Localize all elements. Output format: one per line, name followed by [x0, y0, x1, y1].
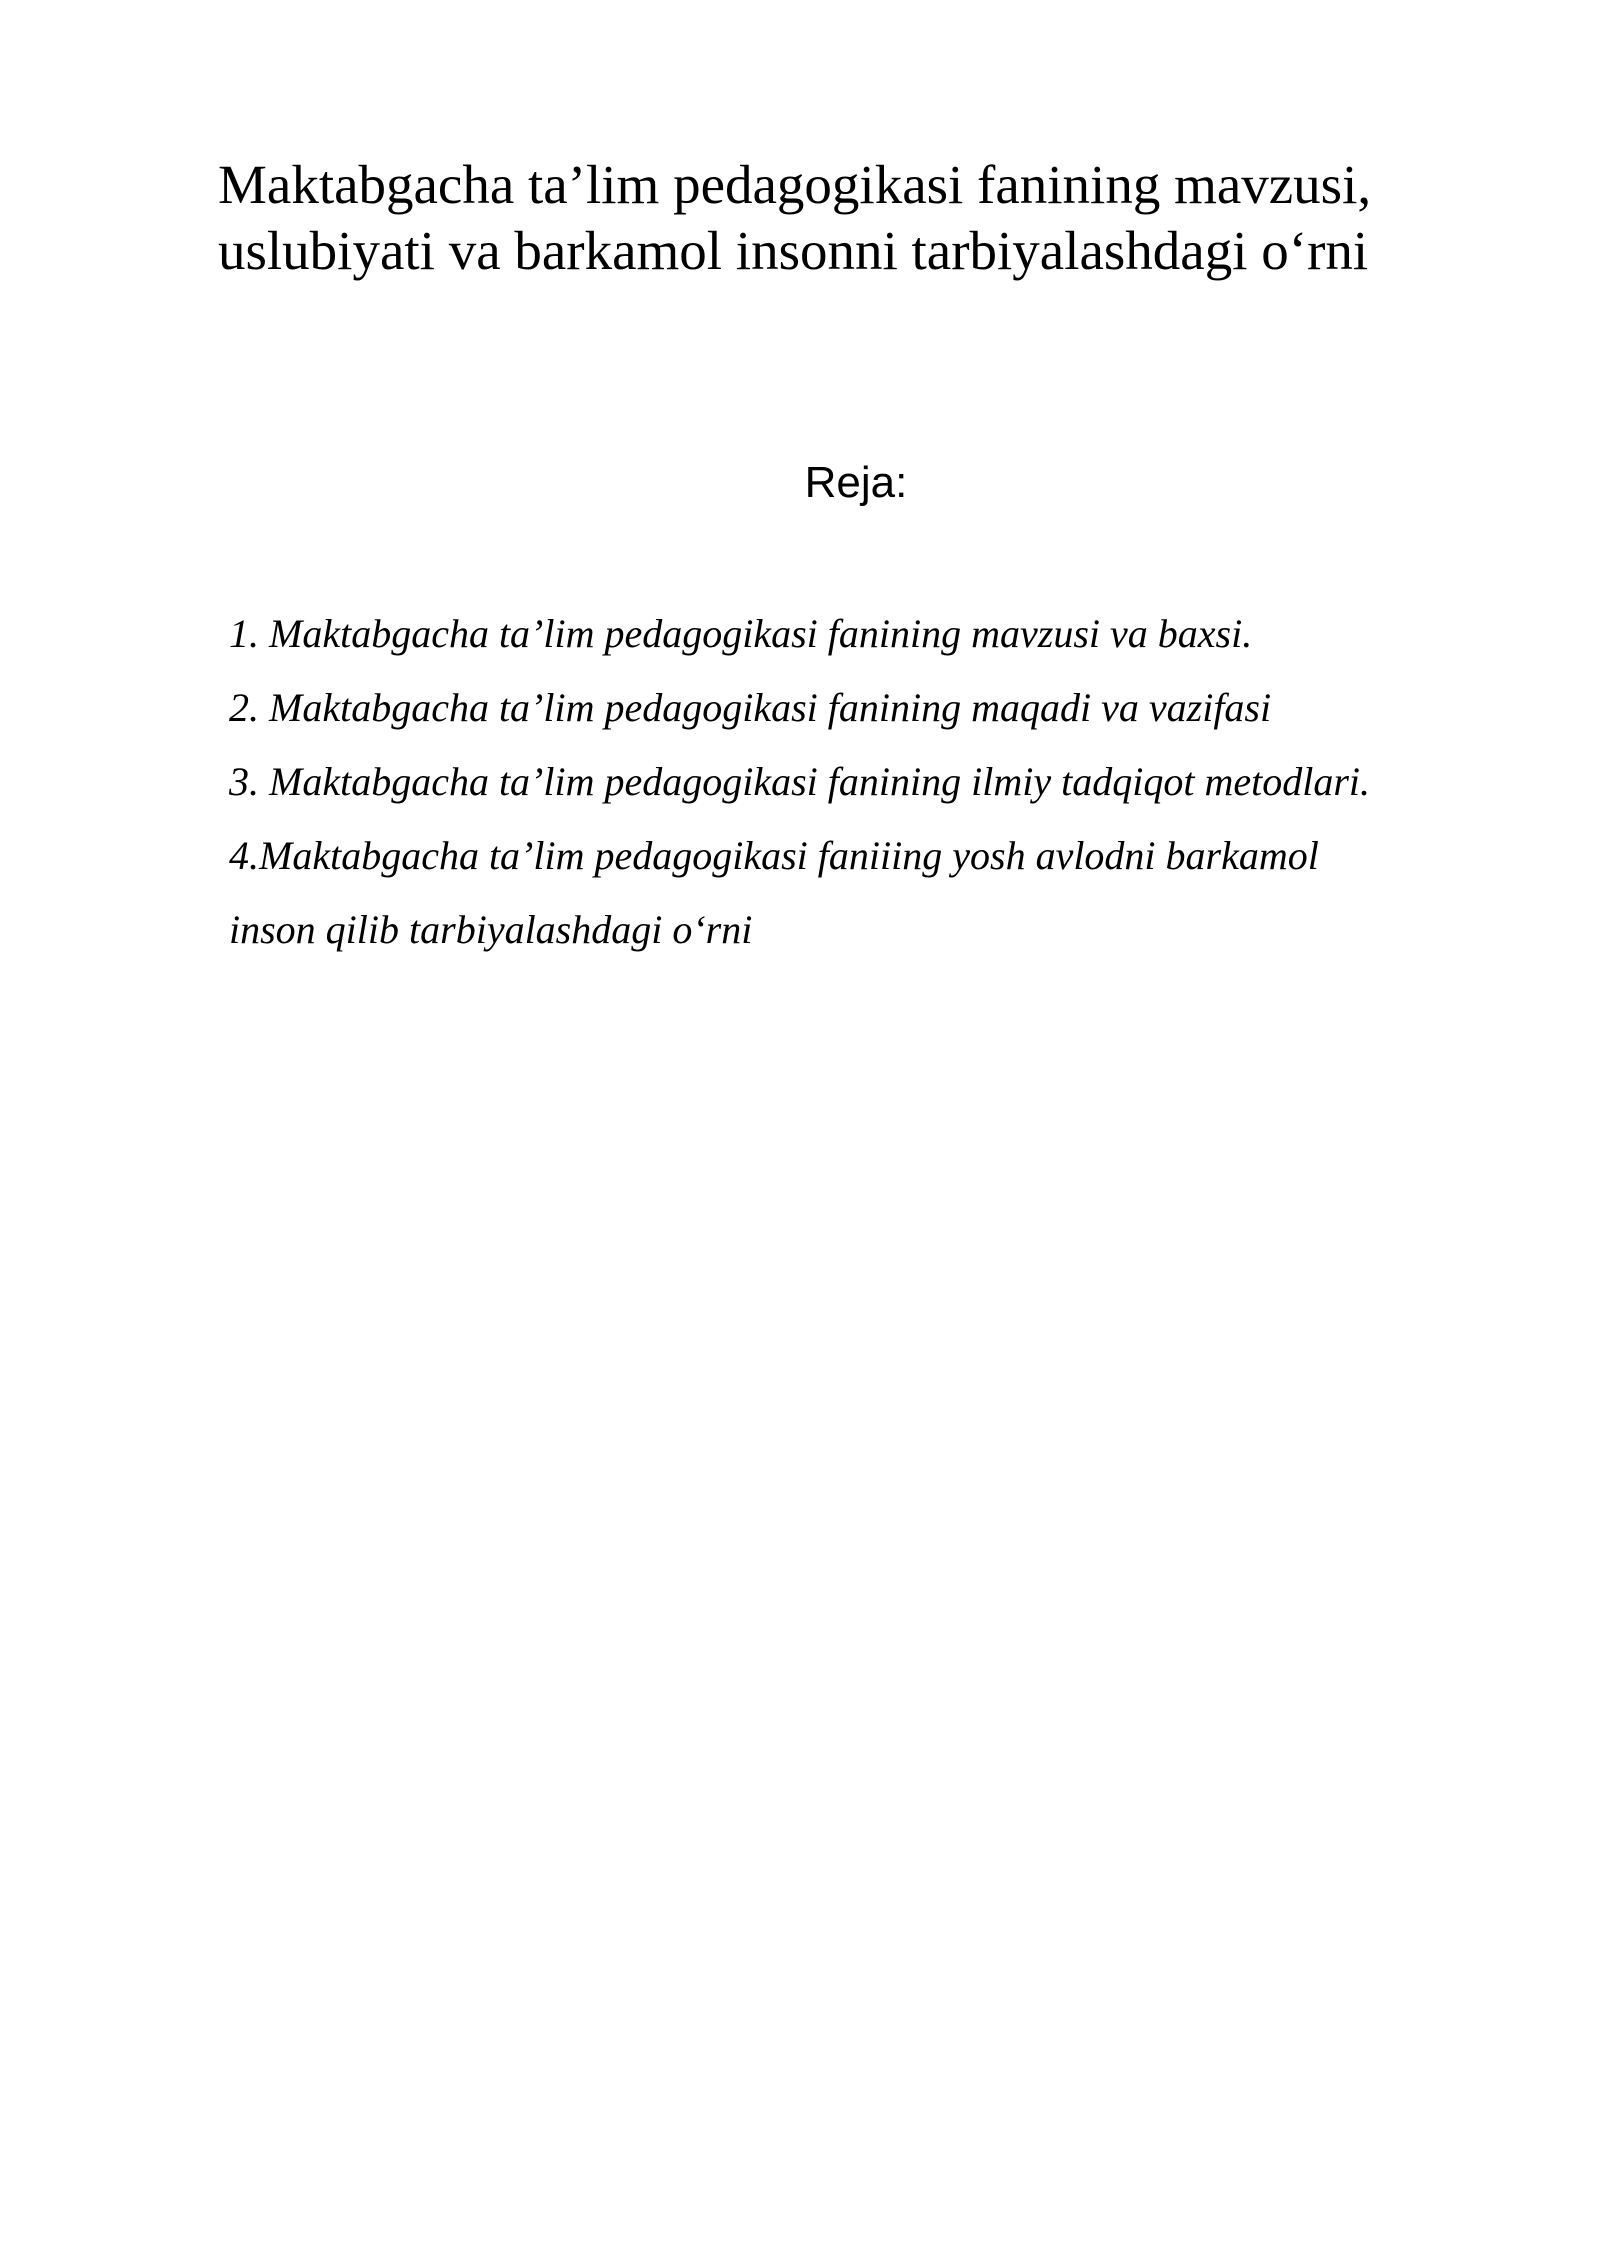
plan-list: [229, 597, 1559, 967]
plan-heading: Reja:: [804, 458, 908, 507]
plan-item-4-continued: inson qilib tarbiyalashdagi o‘rni: [229, 907, 753, 952]
document-title: [218, 152, 1558, 284]
plan-item-4: 4.Maktabgacha ta’lim pedagogikasi faniiing yosh avlodni barkamol: [229, 833, 1319, 878]
plan-item-2: 2. Maktabgacha ta’lim pedagogikasi fanining maqadi va vazifasi: [229, 685, 1272, 730]
title-line-2: uslubiyati va barkamol insonni tarbiyalashdagi o‘rni: [218, 220, 1369, 281]
plan-item-3: 3. Maktabgacha ta’lim pedagogikasi fanining ilmiy tadqiqot metodlari.: [229, 759, 1370, 804]
plan-item-1: 1. Maktabgacha ta’lim pedagogikasi fanining mavzusi va baxsi.: [229, 611, 1253, 656]
title-line-1: Maktabgacha ta’lim pedagogikasi fanining mavzusi,: [218, 154, 1372, 215]
